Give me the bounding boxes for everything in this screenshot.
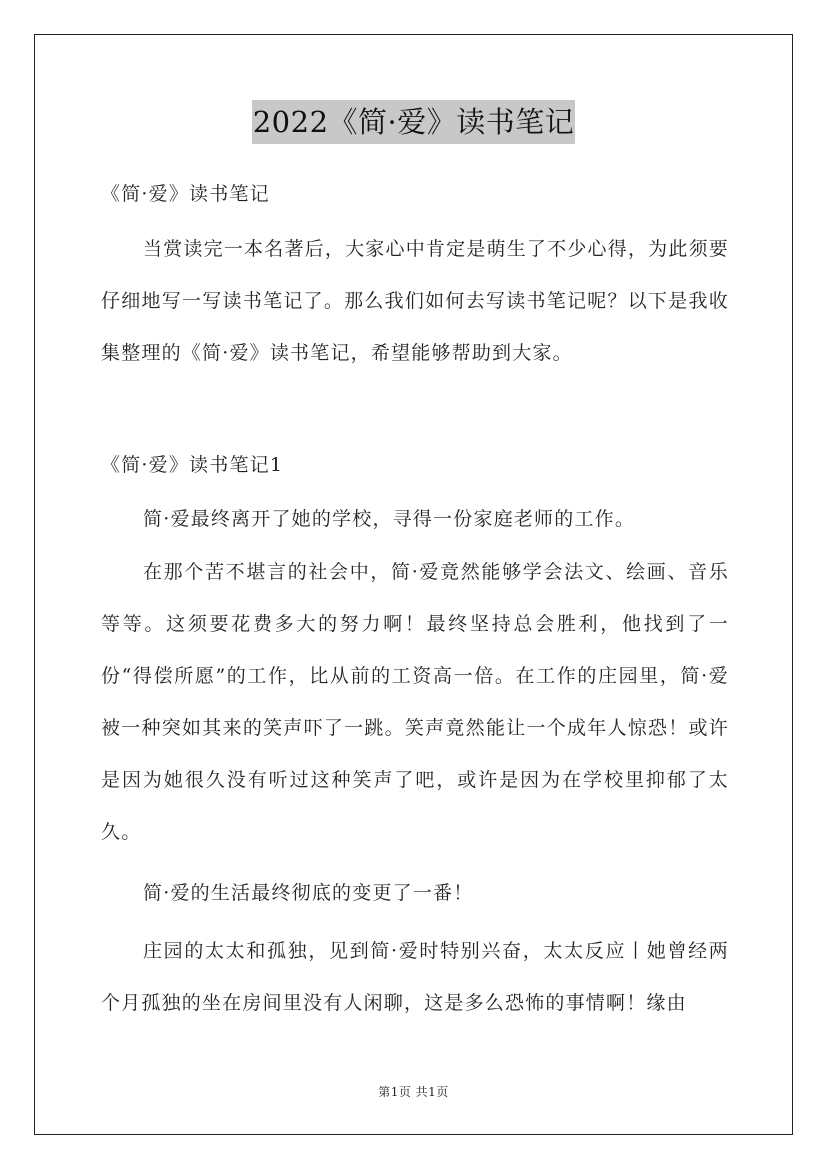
body-paragraph-2: 在那个苦不堪言的社会中，简·爱竟然能够学会法文、绘画、音乐等等。这须要花费多大的努力啊！最终坚持总会胜利，他找到了一份“得偿所愿”的工作，比从前的工资高一倍。在工作的庄园里，简·爱被一种突如其来的笑声吓了一跳。笑声竟然能让一个成年人惊恐！或许是因为她很久没有听过这种笑声了吧，或许是因为在学校里抑郁了太久。 xyxy=(101,561,729,843)
body-paragraph-3: 简·爱的生活最终彻底的变更了一番！ xyxy=(143,882,474,904)
title-container xyxy=(0,100,827,144)
page-footer: 第1页 共1页 xyxy=(378,1085,449,1099)
body-paragraph-1: 简·爱最终离开了她的学校，寻得一份家庭老师的工作。 xyxy=(143,508,636,530)
section-heading: 《简·爱》读书笔记1 xyxy=(101,454,284,476)
body-paragraph-4: 庄园的太太和孤独，见到简·爱时特别兴奋，太太反应丨她曾经两个月孤独的坐在房间里没有人闲聊，这是多么恐怖的事情啊！缘由 xyxy=(101,940,729,1014)
document-title: 2022《简·爱》读书笔记 xyxy=(252,100,576,144)
intro-heading: 《简·爱》读书笔记 xyxy=(101,183,270,205)
intro-paragraph: 当赏读完一本名著后，大家心中肯定是萌生了不少心得，为此须要仔细地写一写读书笔记了。那么我们如何去写读书笔记呢？以下是我收集整理的《简·爱》读书笔记，希望能够帮助到大家。 xyxy=(101,238,729,364)
